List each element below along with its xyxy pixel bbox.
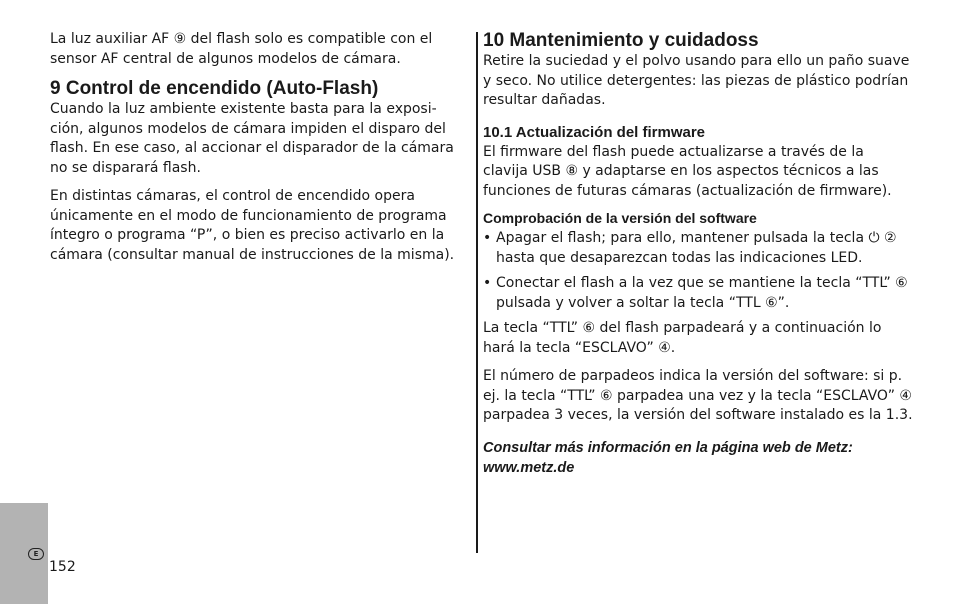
section-10-1-title: 10.1 Actualización del firmware [483,123,706,141]
section-10-title: 10 Mantenimiento y cuidadoss [483,30,759,51]
left-column [50,30,470,265]
ttl-paragraph: La tecla “TTL” ⑥ del flash parpadeará y a continuación lo hará la tecla “ESCLAVO” ④. [483,320,882,356]
website-note: Consultar más información en la página web de Metz: www.metz.de [483,439,853,476]
version-paragraph: El número de parpadeos indica la versión del software: si p. ej. la tecla “TTL” ⑥ parpadea una vez y la tecla “ESCLAVO” ④ parpadea 3 veces, la versión del software instalado es la 1.3. [483,368,913,423]
section-9-paragraph-2: En distintas cámaras, el control de encendido opera únicamente en el modo de funcionamiento de programa íntegro o programa “P”, o bien es preciso activarlo en la cámara (consultar manual de instrucciones de la misma). [50,188,455,263]
language-badge: E [28,548,44,560]
right-column [483,30,913,478]
page-number: 152 [49,559,76,575]
bullet-item-1: • Apagar el flash; para ello, mantener pulsada la tecla ⏻ ② hasta que desaparezcan todas las indicaciones LED. [483,229,913,268]
intro-paragraph: La luz auxiliar AF ⑨ del flash solo es compatible con el sensor AF central de algunos modelos de cámara. [50,31,433,67]
column-divider [476,32,478,553]
section-9-paragraph-1: Cuando la luz ambiente existente basta para la exposi-ción, algunos modelos de cámara impiden el disparo del flash. En ese caso, al accionar el disparador de la cámara no se disparará flash. [50,101,454,176]
section-10-paragraph: Retire la suciedad y el polvo usando para ello un paño suave y seco. No utilice detergentes: las piezas de plástico podrían resultar dañadas. [483,53,910,108]
section-10-1-paragraph: El firmware del flash puede actualizarse a través de la clavija USB ⑧ y adaptarse en los aspectos técnicos a las funciones de futuras cámaras (actualización de firmware). [483,143,892,199]
software-check-title: Comprobación de la versión del software [483,210,757,226]
section-9-title: 9 Control de encendido (Auto-Flash) [50,78,379,99]
bullet-item-2: • Conectar el flash a la vez que se mantiene la tecla “TTL” ⑥ pulsada y volver a soltar la tecla “TTL ⑥”. [483,274,913,313]
